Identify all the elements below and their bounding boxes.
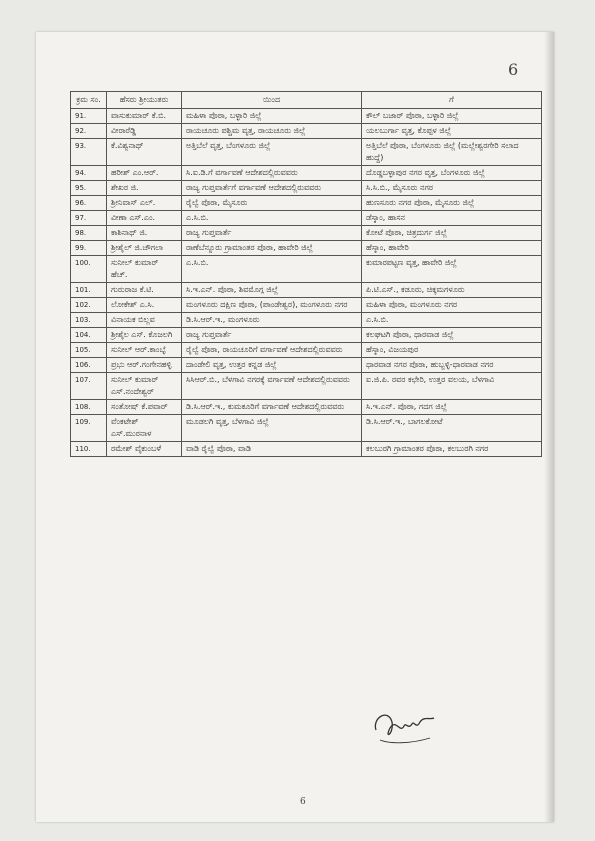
- row-to: ಸಿ.ಇ.ಎನ್. ಪೊಠಾ, ಗದಗ ಜಿಲ್ಲೆ: [362, 400, 542, 415]
- row-from: ಸಿಸಿಆರ್.ಬಿ., ಬೆಳಗಾವಿ ನಗರಕ್ಕೆ ವರ್ಗಾವಣೆ ಆದೇಶದಲ್ಲಿರುವವರು: [182, 373, 362, 400]
- row-serial: 106.: [71, 358, 107, 373]
- row-to: ಯಲಬುರ್ಗಾ ವೃತ್ತ, ಕೊಪ್ಪಳ ಜಿಲ್ಲೆ: [362, 124, 542, 139]
- row-from: ರಾಜ್ಯ ಗುಪ್ತವಾರ್ತೆ: [182, 226, 362, 241]
- table-row: [71, 256, 542, 283]
- row-name: ರಮೇಶ್ ವೈಕುಂಬಳೆ: [107, 442, 182, 457]
- row-from: ಡಿ.ಸಿ.ಆರ್.ಇ., ಮಂಗಳೂರು: [182, 313, 362, 328]
- table-row: [71, 226, 542, 241]
- row-to: ಐ.ಜಿ.ಪಿ. ರವರ ಕಛೇರಿ, ಉತ್ತರ ವಲಯ, ಬೆಳಗಾವಿ: [362, 373, 542, 400]
- row-to: ಡೆಸ್ಕಾಂ, ಹಾಸನ: [362, 211, 542, 226]
- row-from: ರೈಲ್ವೆ ಪೊಠಾ, ರಾಯಚೂರಿಗೆ ವರ್ಗಾವಣೆ ಆದೇಶದಲ್ಲಿರುವವರು: [182, 343, 362, 358]
- row-from: ಮಂಗಳೂರು ದಕ್ಷಿಣ ಪೊಠಾ, (ಪಾಂಡೇಶ್ವರ), ಮಂಗಳೂರು ನಗರ: [182, 298, 362, 313]
- row-name: ವೀಣಾ ಎಸ್.ಎಂ.: [107, 211, 182, 226]
- row-serial: 109.: [71, 415, 107, 442]
- table-row: [71, 358, 542, 373]
- row-from: ಅತ್ತಿಬೆಲೆ ವೃತ್ತ, ಬೆಂಗಳೂರು ಜಿಲ್ಲೆ: [182, 139, 362, 166]
- row-serial: 108.: [71, 400, 107, 415]
- page-edge-shadow: [544, 32, 554, 822]
- table-row: [71, 283, 542, 298]
- row-to: ಪಿ.ಟಿ.ಎಸ್., ಕಡೂರು, ಚಿಕ್ಕಮಗಳೂರು: [362, 283, 542, 298]
- row-from: ಡಿ.ಸಿ.ಆರ್.ಇ., ಕುಮಕೂರಿಗೆ ವರ್ಗಾವಣೆ ಆದೇಶದಲ್ಲಿರುವವರು: [182, 400, 362, 415]
- row-from: ರಾಜ್ಯ ಗುಪ್ತವಾರ್ತೆಗೆ ವರ್ಗಾವಣೆ ಆದೇಶದಲ್ಲಿರುವವರು: [182, 181, 362, 196]
- row-from: ವಾಡಿ ರೈಲ್ವೆ ಪೊಠಾ, ವಾಡಿ: [182, 442, 362, 457]
- table-row: [71, 124, 542, 139]
- row-to: ಅತ್ತಿಬೆಲೆ ಪೊಠಾ, ಬೆಂಗಳೂರು ಜಿಲ್ಲೆ (ಮಲ್ಲೇಶ್ವರಗೇರಿ ಸಲಾದ ಹುದ್ದೆ): [362, 139, 542, 166]
- row-from: ರಾಣೆಬೆನ್ನೂರು ಗ್ರಾಮಾಂತರ ಪೊಠಾ, ಹಾವೇರಿ ಜಿಲ್ಲೆ: [182, 241, 362, 256]
- table-row: [71, 415, 542, 442]
- row-to: ಹುಣಸೂರು ನಗರ ಪೊಠಾ, ಮೈಸೂರು ಜಿಲ್ಲೆ: [362, 196, 542, 211]
- row-serial: 92.: [71, 124, 107, 139]
- row-name: ಶ್ರೀಶೈಲ್ ಜಿ.ಚೌಗಲಾ: [107, 241, 182, 256]
- row-name: ವಿನಾಯಕ ಬಿಲ್ಲವ: [107, 313, 182, 328]
- row-serial: 98.: [71, 226, 107, 241]
- table-row: [71, 328, 542, 343]
- row-from: ಮೂಡಲಗಿ ವೃತ್ತ, ಬೆಳಗಾವಿ ಜಿಲ್ಲೆ: [182, 415, 362, 442]
- table-row: [71, 442, 542, 457]
- row-name: ಪ್ರಭು ಆರ್.ಗಂಗೇನಹಳ್ಳಿ: [107, 358, 182, 373]
- row-name: ಶೇಖರ ಜಿ.: [107, 181, 182, 196]
- row-to: ಹೆಸ್ಕಾಂ, ಹಾವೇರಿ: [362, 241, 542, 256]
- row-serial: 107.: [71, 373, 107, 400]
- table-row: [71, 313, 542, 328]
- row-serial: 95.: [71, 181, 107, 196]
- table-header-row: [71, 92, 542, 109]
- table-row: [71, 343, 542, 358]
- row-name: ಶ್ರೀಶೈಲ ಎಸ್. ಕೊಜಲಗಿ: [107, 328, 182, 343]
- row-name: ವೀರಾರೆಡ್ಡಿ: [107, 124, 182, 139]
- row-serial: 101.: [71, 283, 107, 298]
- table-row: [71, 400, 542, 415]
- row-from: ಎ.ಸಿ.ಬಿ.: [182, 256, 362, 283]
- signature: [370, 700, 440, 750]
- row-serial: 102.: [71, 298, 107, 313]
- page-footer-number: 6: [300, 797, 306, 807]
- header-to: ಗೆ: [362, 92, 542, 109]
- row-name: ಶ್ರೀನಿವಾಸ್ ಎಲ್.: [107, 196, 182, 211]
- row-name: ಸಂತೋಷ್ ಕೆ.ಪವಾರ್: [107, 400, 182, 415]
- table-row: [71, 298, 542, 313]
- row-to: ಧಾರವಾಡ ನಗರ ಪೊಠಾ, ಹುಬ್ಬಳ್ಳಿ-ಧಾರವಾಡ ನಗರ: [362, 358, 542, 373]
- row-to: ಕಲಬುರಗಿ ಗ್ರಾಮಾಂತರ ಪೊಠಾ, ಕಲಬುರಗಿ ನಗರ: [362, 442, 542, 457]
- header-from: ಯಿಂದ: [182, 92, 362, 109]
- row-from: ರಾಜ್ಯ ಗುಪ್ತವಾರ್ತೆ: [182, 328, 362, 343]
- table-row: [71, 109, 542, 124]
- row-from: ಮಹಿಳಾ ಪೊಠಾ, ಬಳ್ಳಾರಿ ಜಿಲ್ಲೆ: [182, 109, 362, 124]
- table-row: [71, 139, 542, 166]
- header-serial: ಕ್ರಮ ಸಂ.: [71, 92, 107, 109]
- row-serial: 100.: [71, 256, 107, 283]
- row-serial: 104.: [71, 328, 107, 343]
- row-to: ಸಿ.ಸಿ.ಬಿ., ಮೈಸೂರು ನಗರ: [362, 181, 542, 196]
- row-name: ವೆಂಕಟೇಶ್ ಎಸ್.ಮುರನಾಳ: [107, 415, 182, 442]
- row-to: ಹೆಸ್ಕಾಂ, ವಿಜಯಪುರ: [362, 343, 542, 358]
- row-from: ದಾಂಡೇಲಿ ವೃತ್ತ, ಉತ್ತರ ಕನ್ನಡ ಜಿಲ್ಲೆ: [182, 358, 362, 373]
- row-to: ಡಿ.ಸಿ.ಆರ್.ಇ., ಬಾಗಲಕೋಟೆ: [362, 415, 542, 442]
- row-to: ಕುಮಾರಪಟ್ಟಣ ವೃತ್ತ, ಹಾವೇರಿ ಜಿಲ್ಲೆ: [362, 256, 542, 283]
- table-row: [71, 196, 542, 211]
- row-to: ಎ.ಸಿ.ಬಿ.: [362, 313, 542, 328]
- handwritten-page-number: 6: [508, 60, 519, 79]
- row-to: ಕಲಘಟಗಿ ಪೊಠಾ, ಧಾರವಾಡ ಜಿಲ್ಲೆ: [362, 328, 542, 343]
- row-serial: 93.: [71, 139, 107, 166]
- row-name: ಕಾಶಿನಾಥ್ ಜಿ.: [107, 226, 182, 241]
- row-to: ಮಹಿಳಾ ಪೊಠಾ, ಮಂಗಳೂರು ನಗರ: [362, 298, 542, 313]
- row-serial: 94.: [71, 166, 107, 181]
- row-name: ಹರೀಶ್ ಎಂ.ಆರ್.: [107, 166, 182, 181]
- row-from: ಸಿ.ಇ.ಎನ್. ಪೊಠಾ, ಶಿವಮೊಗ್ಗ ಜಿಲ್ಲೆ: [182, 283, 362, 298]
- row-from: ರೈಲ್ವೆ ಪೊಠಾ, ಮೈಸೂರು: [182, 196, 362, 211]
- row-serial: 96.: [71, 196, 107, 211]
- row-name: ಗುರುರಾಜ ಕೆ.ಟಿ.: [107, 283, 182, 298]
- row-serial: 105.: [71, 343, 107, 358]
- row-name: ಸುನೀಲ್ ಕುಮಾರ್ ಹೆಚ್.: [107, 256, 182, 283]
- row-name: ಕೆ.ವಿಶ್ವನಾಥ್: [107, 139, 182, 166]
- row-name: ವಾಸುಕುಮಾರ್ ಕೆ.ಬಿ.: [107, 109, 182, 124]
- row-serial: 91.: [71, 109, 107, 124]
- table-row: [71, 211, 542, 226]
- row-serial: 99.: [71, 241, 107, 256]
- row-serial: 103.: [71, 313, 107, 328]
- table-row: [71, 373, 542, 400]
- row-to: ಕೋಟೆ ಪೊಠಾ, ಚಿತ್ರದುರ್ಗ ಜಿಲ್ಲೆ: [362, 226, 542, 241]
- row-serial: 97.: [71, 211, 107, 226]
- table-row: [71, 166, 542, 181]
- header-name: ಹೆಸರು ಶ್ರೀಯುತರು: [107, 92, 182, 109]
- table-row: [71, 241, 542, 256]
- row-to: ಕೌಲ್ ಬಜಾರ್ ಪೊಠಾ, ಬಳ್ಳಾರಿ ಜಿಲ್ಲೆ: [362, 109, 542, 124]
- row-to: ದೊಡ್ಡಬಳ್ಳಾಪುರ ನಗರ ವೃತ್ತ, ಬೆಂಗಳೂರು ಜಿಲ್ಲೆ: [362, 166, 542, 181]
- transfer-table: [70, 91, 542, 457]
- row-from: ಸಿ.ಐ.ಡಿ.ಗೆ ವರ್ಗಾವಣೆ ಆದೇಶದಲ್ಲಿರುವವರು: [182, 166, 362, 181]
- table-row: [71, 181, 542, 196]
- row-from: ರಾಯಚೂರು ಪಶ್ಚಿಮ ವೃತ್ತ, ರಾಯಚೂರು ಜಿಲ್ಲೆ: [182, 124, 362, 139]
- row-name: ಸುನೀಲ್ ಕುಮಾರ್ ಎಸ್.ನಂದೇಶ್ವರ್: [107, 373, 182, 400]
- row-name: ಸುನೀಲ್ ಆರ್.ಕಾಂಬ್ಳೆ: [107, 343, 182, 358]
- row-name: ಲೋಕೇಶ್ ಎ.ಸಿ.: [107, 298, 182, 313]
- row-serial: 110.: [71, 442, 107, 457]
- row-from: ಎ.ಸಿ.ಬಿ.: [182, 211, 362, 226]
